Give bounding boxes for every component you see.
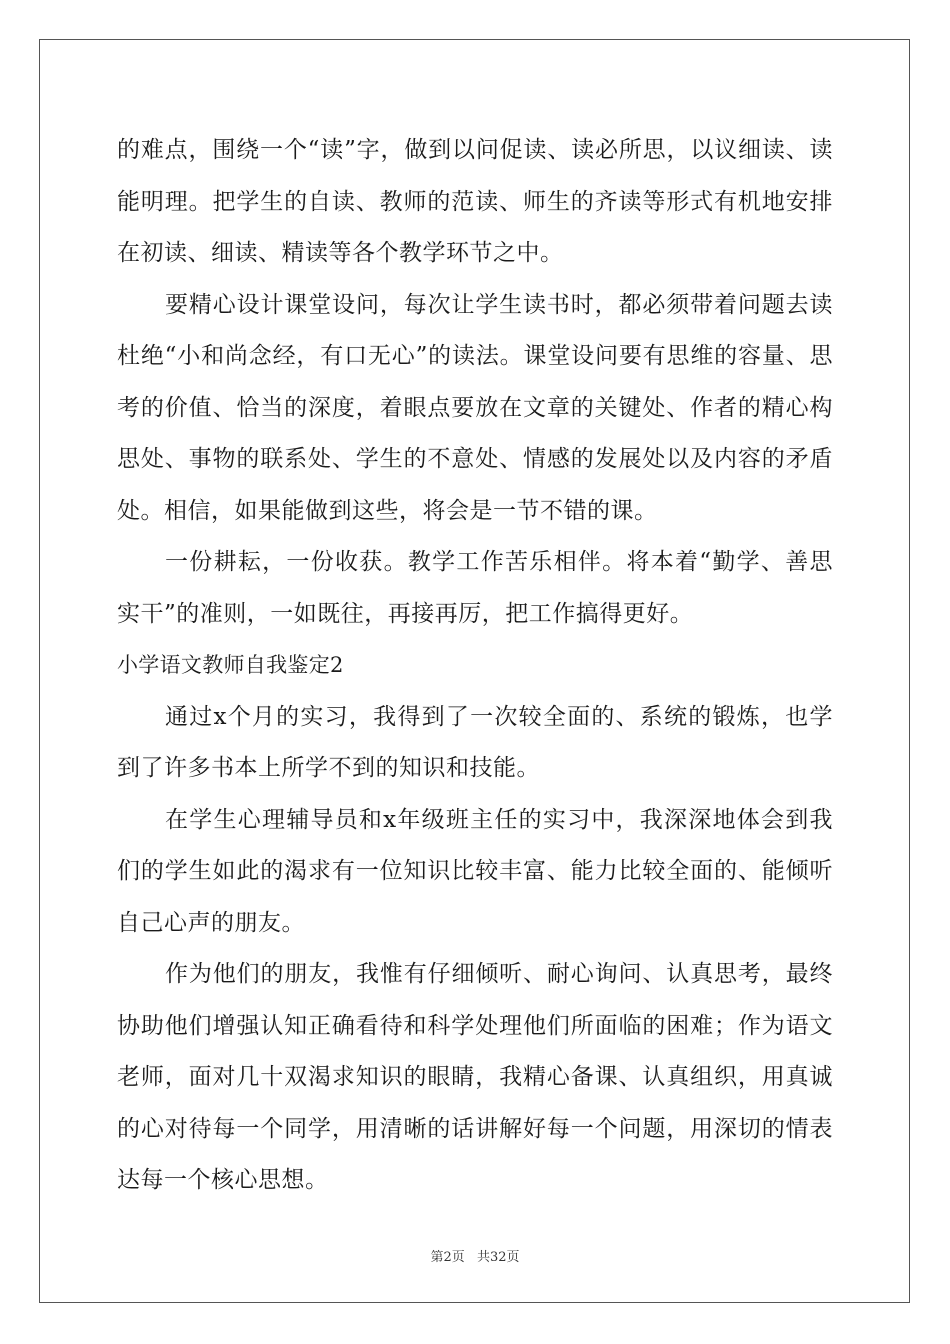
section-paragraph-1: 通过x个月的实习，我得到了一次较全面的、系统的锻炼，也学到了许多书本上所学不到的知识和技能。 — [117, 703, 833, 781]
page-footer — [0, 1246, 950, 1265]
paragraph-3: 一份耕耘，一份收获。教学工作苦乐相伴。将本着“勤学、善思实干”的准则，一如既往，再接再厉，把工作搞得更好。 — [117, 549, 833, 627]
section-paragraph-3: 作为他们的朋友，我惟有仔细倾听、耐心询问、认真思考，最终协助他们增强认知正确看待和科学处理他们所面临的困难；作为语文老师，面对几十双渴求知识的眼睛，我精心备课、认真组织，用真诚的心对待每一个同学，用清晰的话讲解好每一个问题，用深切的情表达每一个核心思想。 — [117, 961, 833, 1193]
section-heading: 小学语文教师自我鉴定2 — [117, 653, 344, 677]
paragraph-2: 要精心设计课堂设问，每次让学生读书时，都必须带着问题去读杜绝“小和尚念经，有口无心”的读法。课堂设问要有思维的容量、思考的价值、恰当的深度，着眼点要放在文章的关键处、作者的精心构思处、事物的联系处、学生的不意处、情感的发展处以及内容的矛盾处。相信，如果能做到这些，将会是一节不错的课。 — [117, 291, 833, 524]
section-paragraph-2: 在学生心理辅导员和x年级班主任的实习中，我深深地体会到我们的学生如此的渴求有一位知识比较丰富、能力比较全面的、能倾听自己心声的朋友。 — [117, 806, 833, 936]
page-number: 第2页 — [430, 1250, 465, 1265]
page-total: 共32页 — [476, 1250, 520, 1265]
document-body — [117, 125, 833, 1207]
paragraph-1: 的难点，围绕一个“读”字，做到以问促读、读必所思，以议细读、读能明理。把学生的自读、教师的范读、师生的齐读等形式有机地安排在初读、细读、精读等各个教学环节之中。 — [117, 137, 833, 266]
